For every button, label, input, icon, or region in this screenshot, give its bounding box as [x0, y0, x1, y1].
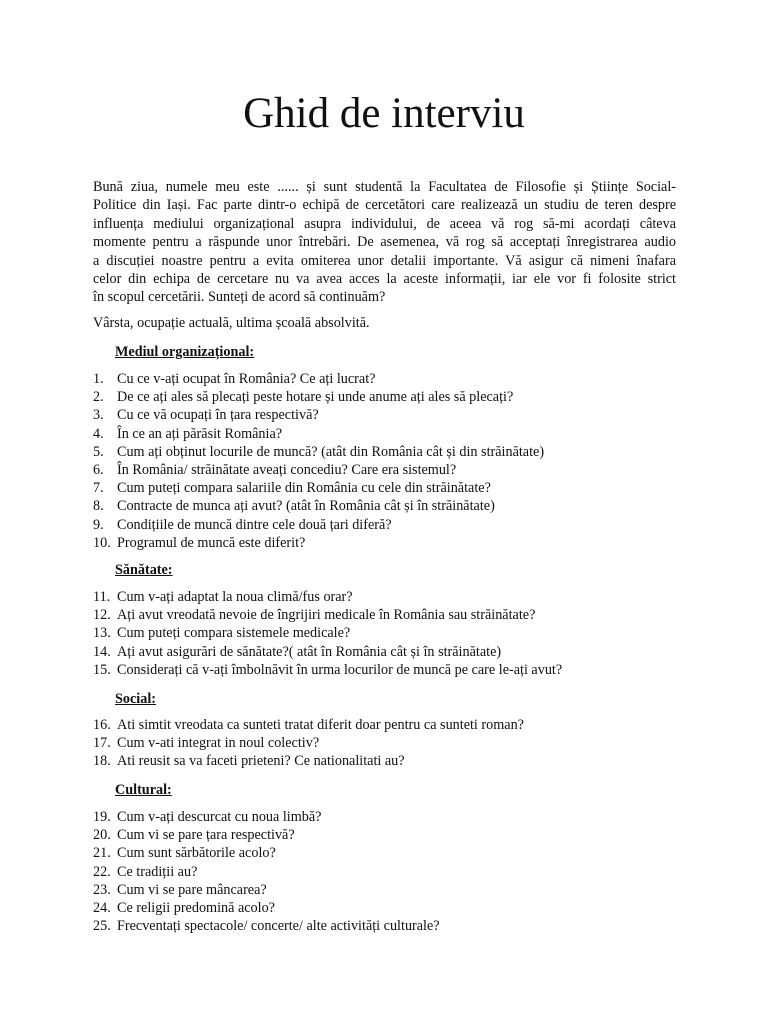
question-number: 16. — [93, 717, 111, 733]
question-number: 21. — [93, 845, 111, 862]
question-number: 6. — [93, 461, 104, 478]
question-item — [93, 863, 440, 881]
intro-line: a discuției noastre pentru a evita omiterea unor detalii importante. Vă asigur că nimeni înafara — [93, 252, 676, 269]
question-number: 14. — [93, 643, 111, 660]
question-number: 13. — [93, 625, 111, 642]
question-number: 17. — [93, 735, 111, 752]
question-number: 15. — [93, 661, 111, 678]
question-text: Cum v-ați adaptat la noua climă/fus orar? — [117, 589, 353, 605]
question-text: Cu ce v-ați ocupat în România? Ce ați lucrat? — [117, 371, 376, 387]
question-number: 7. — [93, 480, 104, 497]
question-text: Contracte de munca ați avut? (atât în România cât și în străinătate) — [117, 498, 495, 515]
question-number: 22. — [93, 863, 111, 880]
question-list-organizational — [93, 370, 544, 552]
question-item — [93, 881, 440, 899]
question-item — [93, 425, 544, 443]
intro-line: în scopul cercetării. Sunteți de acord să continuăm? — [93, 289, 386, 306]
question-list-health — [93, 588, 562, 679]
demographics-line: Vârsta, ocupație actuală, ultima școală absolvită. — [93, 315, 370, 331]
question-text: Ati simtit vreodata ca sunteti tratat diferit doar pentru ca sunteti roman? — [117, 717, 524, 733]
question-item — [93, 461, 544, 479]
intro-line: Politice din Iași. Fac parte dintr-o echipă de cercetători care realizează un studiu de teren despre — [93, 197, 676, 214]
question-item — [93, 844, 440, 862]
question-number: 23. — [93, 881, 111, 898]
intro-line: celor din echipa de cercetare nu va avea acces la aceste informații, iar ele vor fi folosite strict — [93, 271, 676, 288]
question-text: Cum v-ati integrat in noul colectiv? — [117, 735, 320, 752]
question-number: 10. — [93, 534, 111, 551]
question-item — [93, 661, 562, 679]
question-item — [93, 917, 440, 935]
question-text: Condițiile de muncă dintre cele două țari diferă? — [117, 516, 392, 533]
question-number: 20. — [93, 827, 111, 844]
section-heading-social: Social: — [115, 691, 156, 707]
question-number: 24. — [93, 899, 111, 916]
section-heading-organizational: Mediul organizațional: — [115, 344, 255, 360]
question-text: În România/ străinătate aveați concediu? Care era sistemul? — [117, 461, 457, 478]
question-item — [93, 808, 440, 826]
question-item — [93, 734, 524, 752]
question-item — [93, 826, 440, 844]
question-text: Cu ce vă ocupați în țara respectivă? — [117, 407, 319, 424]
question-number: 18. — [93, 753, 111, 770]
question-text: Frecventați spectacole/ concerte/ alte activități culturale? — [117, 918, 440, 935]
intro-line: Bună ziua, numele meu este ...... și sunt studentă la Facultatea de Filosofie și Științe Social- — [93, 179, 676, 195]
question-item — [93, 443, 544, 461]
intro-line: momente pentru a răspunde unor întrebări. De asemenea, vă rog să acceptați înregistrarea audio — [93, 234, 676, 251]
question-list-social — [93, 716, 524, 771]
question-number: 1. — [93, 371, 104, 387]
document-title: Ghid de interviu — [243, 90, 525, 137]
question-text: Considerați că v-ați îmbolnăvit în urma locurilor de muncă pe care le-ați avut? — [117, 661, 563, 678]
question-text: Ce religii predomină acolo? — [117, 899, 275, 916]
question-text: Cum v-ați descurcat cu noua limbă? — [117, 809, 322, 825]
question-number: 4. — [93, 425, 104, 442]
question-text: Cum vi se pare țara respectivă? — [117, 827, 295, 844]
section-heading-cultural: Cultural: — [115, 782, 172, 798]
question-number: 5. — [93, 443, 104, 460]
question-item — [93, 497, 544, 515]
question-item — [93, 388, 544, 406]
question-number: 19. — [93, 809, 111, 825]
question-item — [93, 588, 562, 606]
intro-paragraph — [93, 178, 676, 307]
question-text: Ați avut vreodată nevoie de îngrijiri medicale în România sau străinătate? — [117, 607, 536, 624]
question-item — [93, 716, 524, 734]
question-number: 25. — [93, 918, 111, 935]
question-text: Ați avut asigurări de sănătate?( atât în România cât și în străinătate) — [117, 643, 502, 660]
question-item — [93, 643, 562, 661]
question-number: 3. — [93, 407, 104, 424]
question-text: Programul de muncă este diferit? — [117, 534, 306, 551]
question-text: Cum vi se pare mâncarea? — [117, 881, 267, 898]
question-item — [93, 899, 440, 917]
question-item — [93, 752, 524, 770]
question-item — [93, 606, 562, 624]
question-item — [93, 370, 544, 388]
question-list-cultural — [93, 808, 440, 935]
question-item — [93, 534, 544, 552]
question-item — [93, 624, 562, 642]
question-number: 9. — [93, 516, 104, 533]
question-number: 8. — [93, 498, 104, 515]
question-item — [93, 406, 544, 424]
question-number: 12. — [93, 607, 111, 624]
question-text: Cum puteți compara sistemele medicale? — [117, 625, 351, 642]
question-item — [93, 479, 544, 497]
question-item — [93, 516, 544, 534]
section-heading-health: Sănătate: — [115, 562, 173, 578]
intro-line: influența mediului organizațional asupra individului, de aceea vă rog să-mi acordați câteva — [93, 215, 676, 232]
question-text: Ati reusit sa va faceti prieteni? Ce nationalitati au? — [117, 753, 405, 770]
question-text: Cum puteți compara salariile din România cu cele din străinătate? — [117, 480, 491, 497]
question-text: De ce ați ales să plecați peste hotare și unde anume ați ales să plecați? — [117, 389, 514, 406]
question-text: Cum ați obținut locurile de muncă? (atât din România cât și din străinătate) — [117, 443, 545, 460]
question-text: Cum sunt sărbătorile acolo? — [117, 845, 276, 862]
question-number: 2. — [93, 389, 104, 406]
question-text: În ce an ați părăsit România? — [117, 425, 283, 442]
question-number: 11. — [93, 589, 111, 605]
question-text: Ce tradiții au? — [117, 863, 198, 880]
